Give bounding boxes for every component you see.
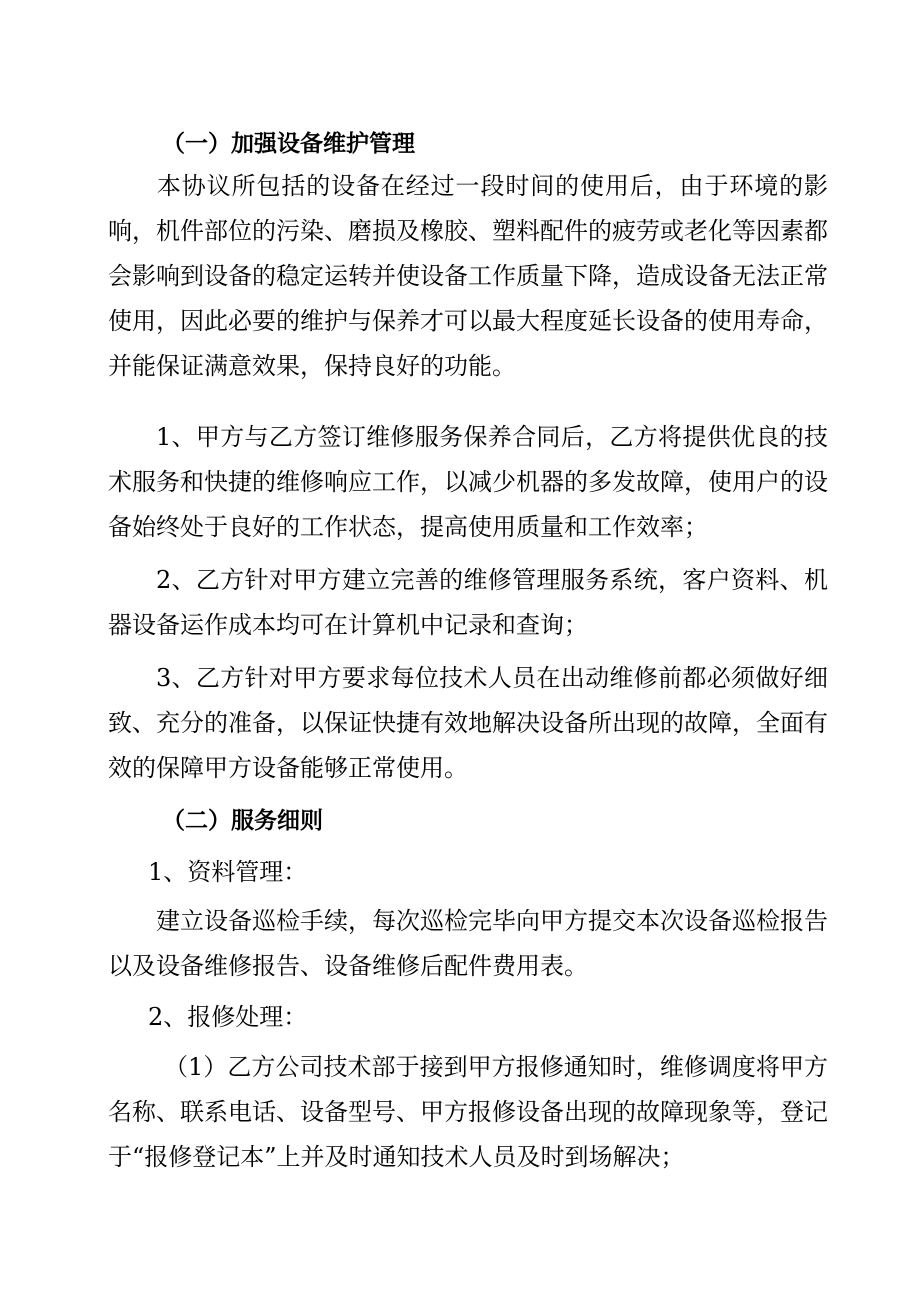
item-3-text: 3、乙方针对甲方要求每位技术人员在出动维修前都必须做好细致、充分的准备，以保证快捷有效地解决设备所出现的故障，全面有效的保障甲方设备能够正常使用。 xyxy=(108,664,828,782)
intro-text: 本协议所包括的设备在经过一段时间的使用后，由于环境的影响，机件部位的污染、磨损及橡胶、塑料配件的疲劳或老化等因素都会影响到设备的稳定运转并使设备工作质量下降，造成设备无法正常使用，因此必要的维护与保养才可以最大程度延长设备的使用寿命，并能保证满意效果，保持良好的功能。 xyxy=(108,172,828,380)
data-management-text: 建立设备巡检手续，每次巡检完毕向甲方提交本次设备巡检报告以及设备维修报告、设备维修后配件费用表。 xyxy=(108,907,828,980)
list-item xyxy=(108,415,828,550)
subsection-title-1: 1、资料管理： xyxy=(148,858,308,886)
subsection-title-2: 2、报修处理： xyxy=(148,1003,308,1031)
intro-paragraph xyxy=(108,164,828,389)
data-management-paragraph xyxy=(108,899,828,989)
list-item xyxy=(108,558,828,648)
item-2-text: 2、乙方针对甲方建立完善的维修管理服务系统，客户资料、机器设备运作成本均可在计算机中记录和查询； xyxy=(108,566,828,639)
list-item xyxy=(108,656,828,791)
item-1-text: 1、甲方与乙方签订维修服务保养合同后，乙方将提供优良的技术服务和快捷的维修响应工作，以减少机器的多发故障，使用户的设备始终处于良好的工作状态，提高使用质量和工作效率； xyxy=(108,423,828,541)
repair-handling-paragraph xyxy=(108,1045,828,1180)
section-heading-1: （一）加强设备维护管理 xyxy=(162,131,415,157)
section-heading-2: （二）服务细则 xyxy=(162,808,323,834)
repair-handling-text: （1）乙方公司技术部于接到甲方报修通知时，维修调度将甲方名称、联系电话、设备型号、甲方报修设备出现的故障现象等，登记于“报修登记本”上并及时通知技术人员及时到场解决； xyxy=(108,1053,828,1171)
